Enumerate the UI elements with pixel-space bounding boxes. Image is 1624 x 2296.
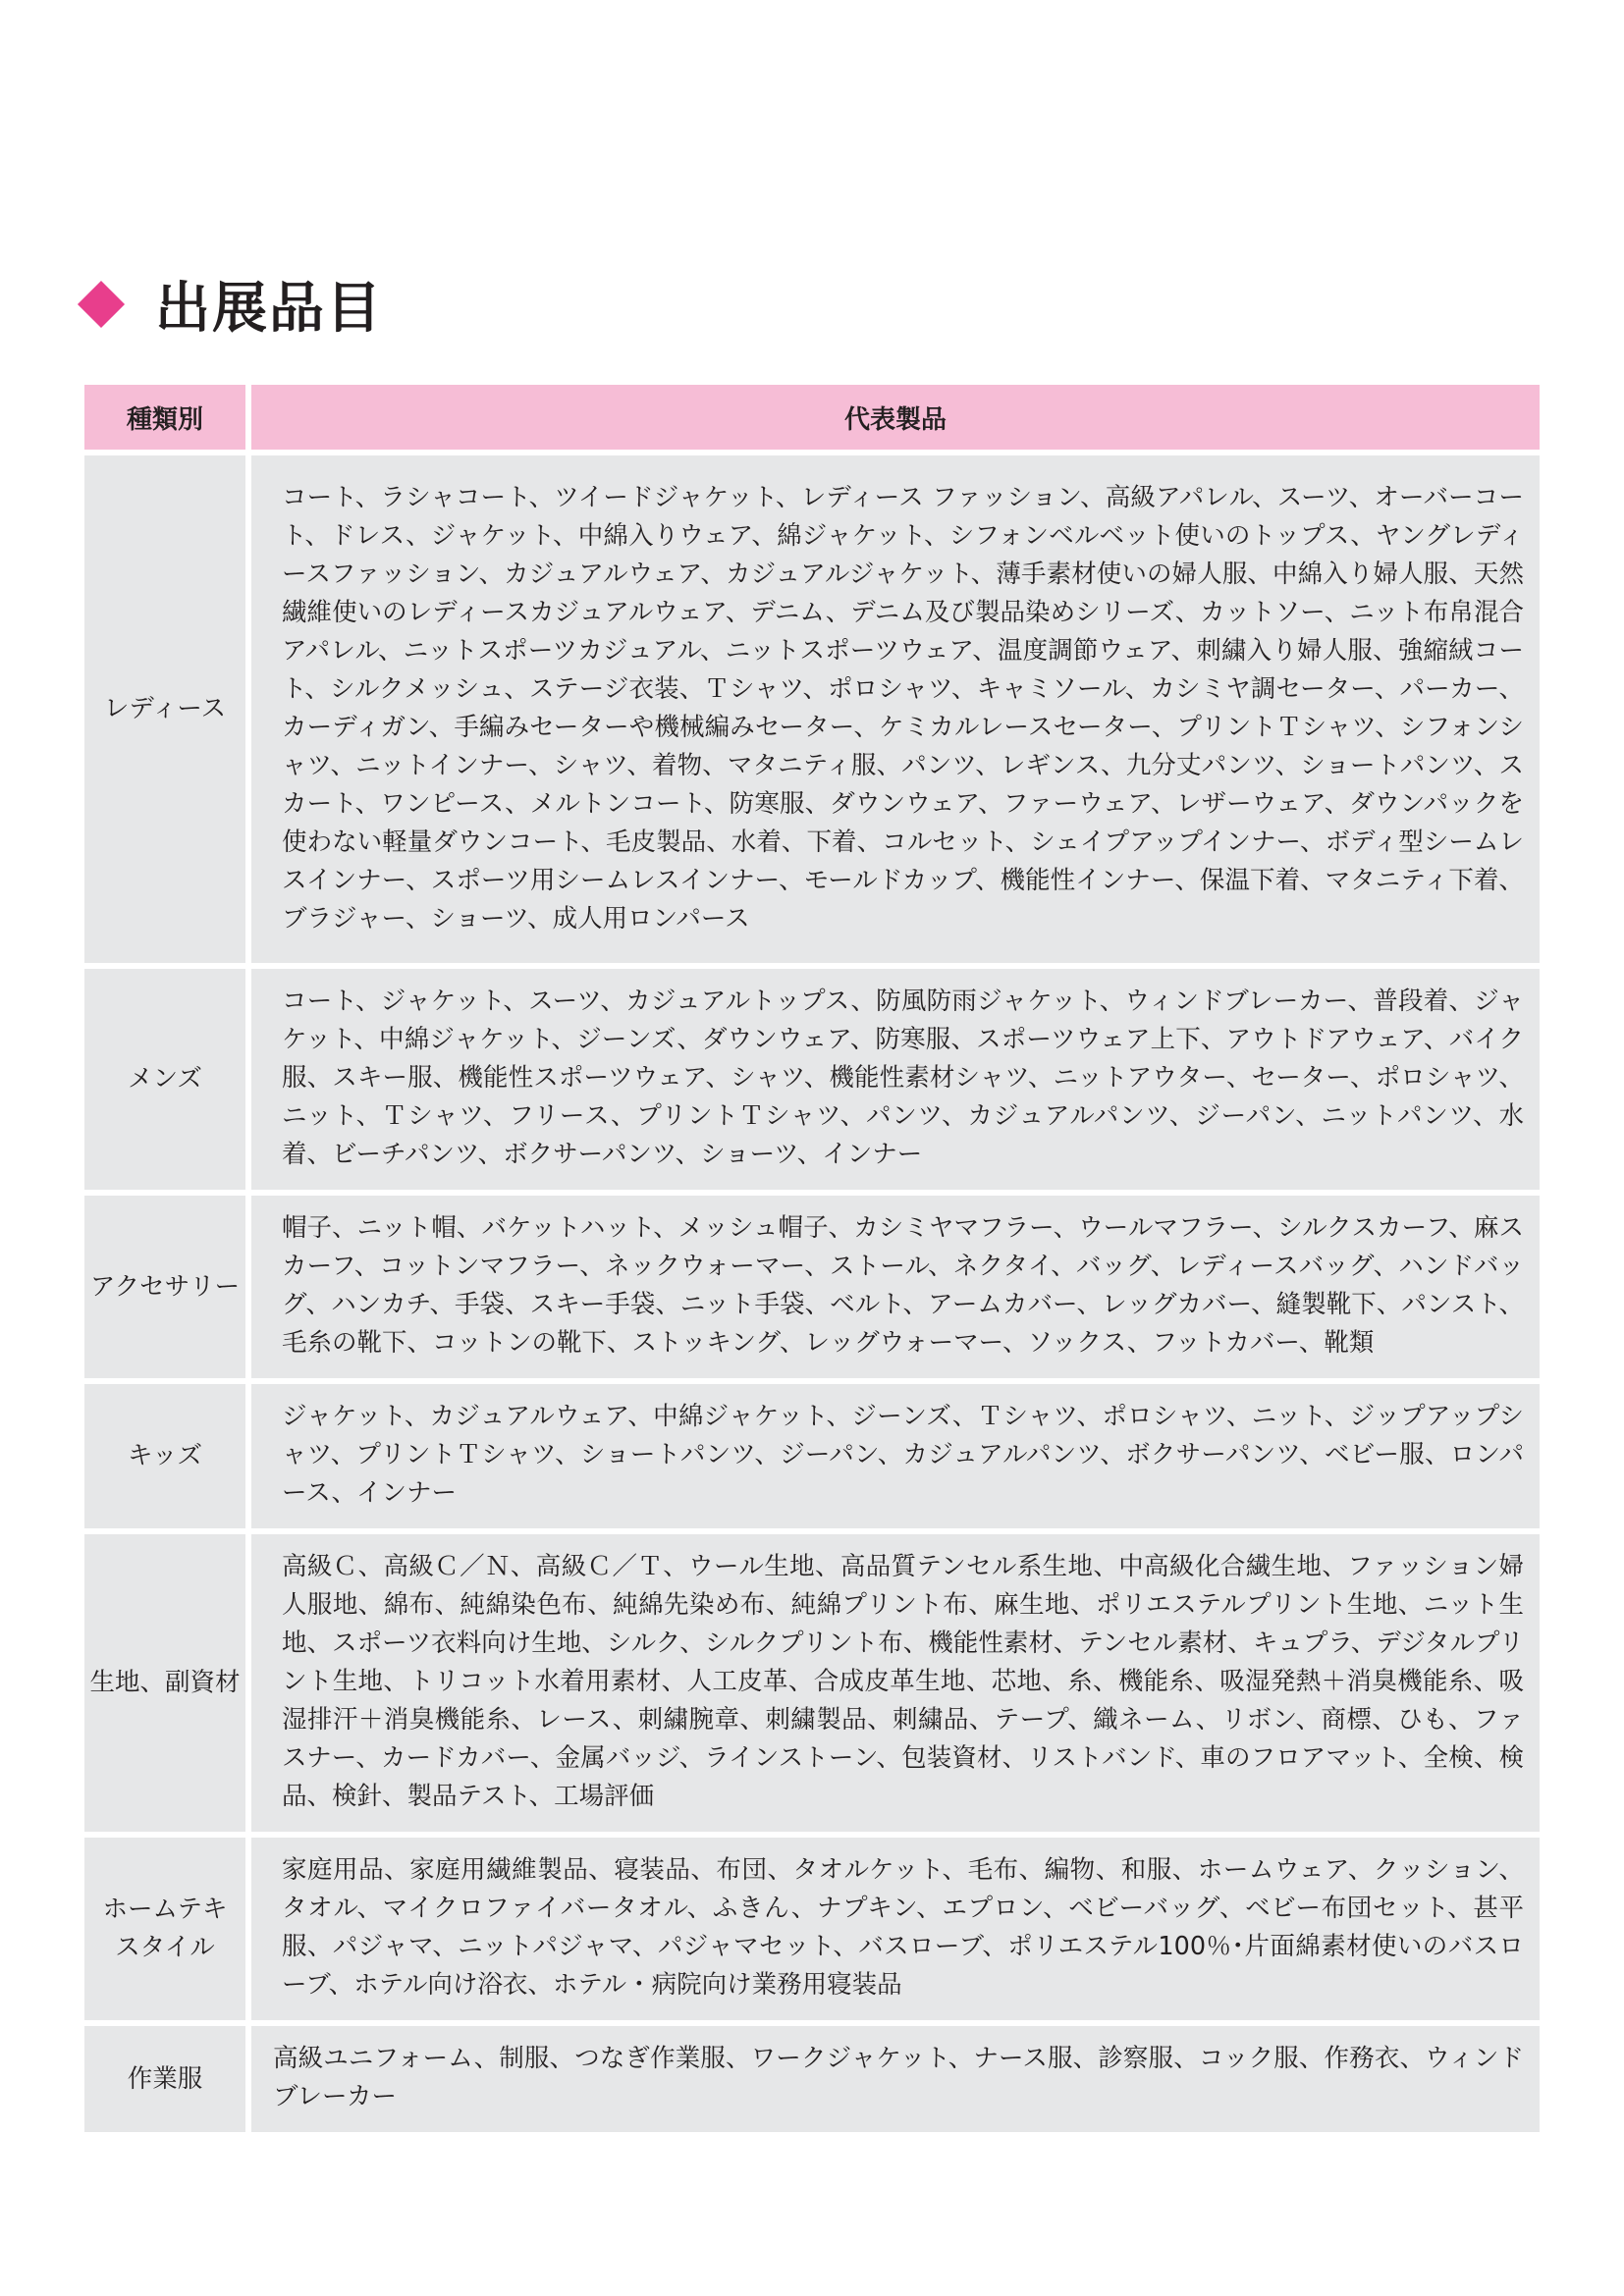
- page-title: 出展品目: [155, 277, 383, 341]
- products-cell: 帽子、ニット帽、バケットハット、メッシュ帽子、カシミヤマフラー、ウールマフラー、シルクスカーフ、麻スカーフ、コットンマフラー、ネックウォーマー、ストール、ネクタイ、バッグ、レディースバッグ、ハンドバッグ、ハンカチ、手袋、スキー手袋、ニット手袋、ベルト、アームカバー、レッグカバー、縫製靴下、パンスト、毛糸の靴下、コットンの靴下、ストッキング、レッグウォーマー、ソックス、フットカバー、靴類: [251, 1196, 1540, 1378]
- table-header-row: [84, 385, 1540, 450]
- category-cell: キッズ: [84, 1384, 245, 1528]
- diamond-icon: [78, 281, 125, 328]
- column-header-products: 代表製品: [251, 385, 1540, 450]
- products-cell: コート、ラシャコート、ツイードジャケット、レディース ファッション、高級アパレル、スーツ、オーバーコート、ドレス、ジャケット、中綿入りウェア、綿ジャケット、シフォンベルベット使いのトップス、ヤングレディースファッション、カジュアルウェア、カジュアルジャケット、薄手素材使いの婦人服、中綿入り婦人服、天然繊維使いのレディースカジュアルウェア、デニム、デニム及び製品染めシリーズ、カットソー、ニット布帛混合アパレル、ニットスポーツカジュアル、ニットスポーツウェア、温度調節ウェア、刺繍入り婦人服、強縮絨コート、シルクメッシュ、ステージ衣装、Ｔシャツ、ポロシャツ、キャミソール、カシミヤ調セーター、パーカー、カーディガン、手編みセーターや機械編みセーター、ケミカルレースセーター、プリントＴシャツ、シフォンシャツ、ニットインナー、シャツ、着物、マタニティ服、パンツ、レギンス、九分丈パンツ、ショートパンツ、スカート、ワンピース、メルトンコート、防寒服、ダウンウェア、ファーウェア、レザーウェア、ダウンパックを使わない軽量ダウンコート、毛皮製品、水着、下着、コルセット、シェイプアップインナー、ボディ型シームレスインナー、スポーツ用シームレスインナー、モールドカップ、機能性インナー、保温下着、マタニティ下着、ブラジャー、ショーツ、成人用ロンパース: [251, 455, 1540, 963]
- category-cell: ホームテキスタイル: [84, 1838, 245, 2020]
- products-cell: 高級ユニフォーム、制服、つなぎ作業服、ワークジャケット、ナース服、診察服、コック服、作務衣、ウィンドブレーカー: [251, 2026, 1540, 2132]
- table-row: [84, 2026, 1540, 2132]
- products-cell: ジャケット、カジュアルウェア、中綿ジャケット、ジーンズ、Ｔシャツ、ポロシャツ、ニット、ジップアップシャツ、プリントＴシャツ、ショートパンツ、ジーパン、カジュアルパンツ、ボクサーパンツ、ベビー服、ロンパース、インナー: [251, 1384, 1540, 1528]
- table-row: [84, 1384, 1540, 1528]
- column-header-category: 種類別: [84, 385, 245, 450]
- table-row: [84, 455, 1540, 963]
- category-cell: 生地、副資材: [84, 1534, 245, 1832]
- products-cell: コート、ジャケット、スーツ、カジュアルトップス、防風防雨ジャケット、ウィンドブレーカー、普段着、ジャケット、中綿ジャケット、ジーンズ、ダウンウェア、防寒服、スポーツウェア上下、アウトドアウェア、バイク服、スキー服、機能性スポーツウェア、シャツ、機能性素材シャツ、ニットアウター、セーター、ポロシャツ、ニット、Ｔシャツ、フリース、プリントＴシャツ、パンツ、カジュアルパンツ、ジーパン、ニットパンツ、水着、ビーチパンツ、ボクサーパンツ、ショーツ、インナー: [251, 969, 1540, 1190]
- table-row: [84, 969, 1540, 1190]
- exhibit-items-table: [79, 379, 1545, 2138]
- products-cell: 高級Ｃ、高級Ｃ／Ｎ、高級Ｃ／Ｔ、ウール生地、高品質テンセル系生地、中高級化合繊生地、ファッション婦人服地、綿布、純綿染色布、純綿先染め布、純綿プリント布、麻生地、ポリエステルプリント生地、ニット生地、スポーツ衣料向け生地、シルク、シルクプリント布、機能性素材、テンセル素材、キュプラ、デジタルプリント生地、トリコット水着用素材、人工皮革、合成皮革生地、芯地、糸、機能糸、吸湿発熱＋消臭機能糸、吸湿排汗＋消臭機能糸、レース、刺繍腕章、刺繍製品、刺繍品、テープ、織ネーム、リボン、商標、ひも、ファスナー、カードカバー、金属バッジ、ラインストーン、包装資材、リストバンド、車のフロアマット、全検、検品、検針、製品テスト、工場評価: [251, 1534, 1540, 1832]
- category-cell: 作業服: [84, 2026, 245, 2132]
- table-row: [84, 1838, 1540, 2020]
- section-heading: [77, 263, 383, 346]
- table-row: [84, 1196, 1540, 1378]
- category-cell: メンズ: [84, 969, 245, 1190]
- category-cell: レディース: [84, 455, 245, 963]
- products-cell: 家庭用品、家庭用繊維製品、寝装品、布団、タオルケット、毛布、編物、和服、ホームウェア、クッション、タオル、マイクロファイバータオル、ふきん、ナプキン、エプロン、ベビーバッグ、ベビー布団セット、甚平服、パジャマ、ニットパジャマ、パジャマセット、バスローブ、ポリエステル100％･片面綿素材使いのバスローブ、ホテル向け浴衣、ホテル・病院向け業務用寝装品: [251, 1838, 1540, 2020]
- category-cell: アクセサリー: [84, 1196, 245, 1378]
- table-row: [84, 1534, 1540, 1832]
